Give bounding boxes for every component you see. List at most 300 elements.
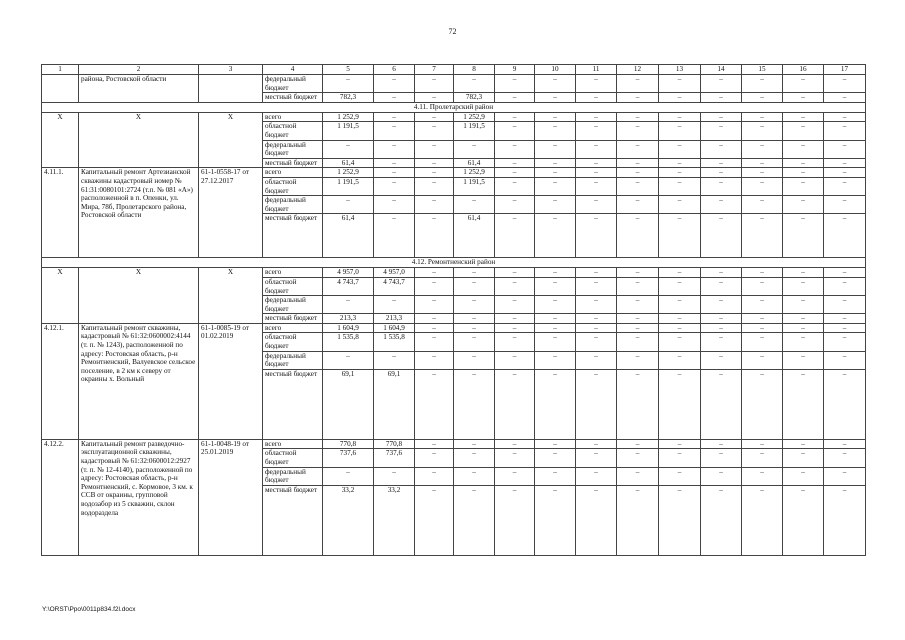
empty-amount-cell: – [742, 177, 783, 195]
empty-amount-cell: – [617, 467, 659, 485]
amount-cell: – [323, 140, 374, 158]
empty-amount-cell: – [617, 112, 659, 122]
empty-amount-cell: – [576, 467, 617, 485]
empty-amount-cell: – [576, 177, 617, 195]
object-description-cell: Капитальный ремонт скважины, кадастровый № 61:32:0600002:4144 (т. п. № 1243), расположенной по адресу: Ростовская область, р-н Ремонтненский, Валуевское сельское поселение, в 2 км к северу от окраины х. Вольный [79, 323, 199, 439]
amount-cell: – [374, 296, 415, 314]
column-header: 1 [42, 65, 79, 75]
empty-amount-cell: – [783, 268, 824, 278]
amount-cell: 1 535,8 [323, 333, 374, 351]
amount-cell: 4 957,0 [374, 268, 415, 278]
empty-amount-cell: – [535, 158, 576, 168]
empty-amount-cell: – [576, 296, 617, 314]
amount-cell: – [374, 93, 415, 103]
empty-amount-cell: – [617, 214, 659, 258]
empty-amount-cell: – [701, 214, 742, 258]
amount-cell: 33,2 [374, 485, 415, 555]
amount-cell: – [415, 158, 454, 168]
empty-amount-cell: – [495, 75, 535, 93]
contract-cell [199, 75, 263, 103]
empty-amount-cell: – [495, 214, 535, 258]
amount-cell: 61,4 [323, 214, 374, 258]
funding-source-label: местный бюджет [263, 158, 323, 168]
amount-cell: 1 191,5 [323, 122, 374, 140]
empty-amount-cell: – [783, 449, 824, 467]
empty-amount-cell: – [701, 351, 742, 369]
empty-amount-cell: – [576, 214, 617, 258]
empty-amount-cell: – [742, 277, 783, 295]
empty-amount-cell: – [742, 449, 783, 467]
funding-source-label: областной бюджет [263, 333, 323, 351]
amount-cell: – [415, 467, 454, 485]
column-header: 13 [659, 65, 701, 75]
empty-amount-cell: – [576, 351, 617, 369]
item-number-cell: 4.11.1. [42, 168, 79, 258]
empty-amount-cell: – [742, 112, 783, 122]
budget-table [41, 64, 866, 556]
empty-amount-cell: – [495, 268, 535, 278]
amount-cell: – [323, 351, 374, 369]
empty-amount-cell: – [783, 112, 824, 122]
empty-amount-cell: – [495, 122, 535, 140]
contract-cell: 61-1-0558-17 от 27.12.2017 [199, 168, 263, 258]
amount-cell: – [374, 75, 415, 93]
empty-amount-cell: – [701, 158, 742, 168]
amount-cell: 1 252,9 [454, 112, 495, 122]
table-row [42, 168, 866, 178]
empty-amount-cell: – [824, 439, 866, 449]
amount-cell: 770,8 [374, 439, 415, 449]
funding-source-label: всего [263, 268, 323, 278]
column-header: 12 [617, 65, 659, 75]
page-number: 72 [448, 27, 457, 36]
contract-cell: 61-1-0048-19 от 25.01.2019 [199, 439, 263, 555]
empty-amount-cell: – [824, 277, 866, 295]
amount-cell: 69,1 [374, 369, 415, 439]
funding-source-label: всего [263, 112, 323, 122]
amount-cell: – [454, 196, 495, 214]
empty-amount-cell: – [783, 214, 824, 258]
empty-amount-cell: – [659, 296, 701, 314]
empty-amount-cell: – [495, 168, 535, 178]
empty-amount-cell: – [742, 485, 783, 555]
empty-amount-cell: – [701, 75, 742, 93]
amount-cell: – [374, 214, 415, 258]
empty-amount-cell: – [659, 314, 701, 324]
item-number-cell: Х [42, 268, 79, 324]
empty-amount-cell: – [824, 314, 866, 324]
empty-amount-cell: – [495, 112, 535, 122]
funding-source-label: областной бюджет [263, 122, 323, 140]
empty-amount-cell: – [535, 467, 576, 485]
amount-cell: – [454, 439, 495, 449]
funding-source-label: федеральный бюджет [263, 351, 323, 369]
empty-amount-cell: – [576, 449, 617, 467]
amount-cell: 1 191,5 [454, 177, 495, 195]
amount-cell: – [415, 277, 454, 295]
empty-amount-cell: – [824, 168, 866, 178]
contract-cell: Х [199, 112, 263, 168]
empty-amount-cell: – [701, 439, 742, 449]
empty-amount-cell: – [783, 296, 824, 314]
funding-source-label: федеральный бюджет [263, 75, 323, 93]
empty-amount-cell: – [535, 449, 576, 467]
column-header: 9 [495, 65, 535, 75]
empty-amount-cell: – [535, 277, 576, 295]
amount-cell: 1 252,9 [323, 168, 374, 178]
empty-amount-cell: – [576, 196, 617, 214]
empty-amount-cell: – [742, 333, 783, 351]
empty-amount-cell: – [783, 351, 824, 369]
empty-amount-cell: – [535, 351, 576, 369]
empty-amount-cell: – [742, 93, 783, 103]
funding-source-label: всего [263, 439, 323, 449]
amount-cell: – [415, 75, 454, 93]
amount-cell: – [374, 177, 415, 195]
empty-amount-cell: – [701, 93, 742, 103]
empty-amount-cell: – [783, 314, 824, 324]
empty-amount-cell: – [535, 177, 576, 195]
empty-amount-cell: – [617, 140, 659, 158]
column-header: 14 [701, 65, 742, 75]
amount-cell: – [415, 369, 454, 439]
empty-amount-cell: – [617, 351, 659, 369]
column-header: 15 [742, 65, 783, 75]
empty-amount-cell: – [742, 140, 783, 158]
amount-cell: 737,6 [374, 449, 415, 467]
empty-amount-cell: – [659, 75, 701, 93]
amount-cell: – [374, 196, 415, 214]
empty-amount-cell: – [824, 93, 866, 103]
empty-amount-cell: – [617, 314, 659, 324]
empty-amount-cell: – [742, 75, 783, 93]
amount-cell: – [323, 75, 374, 93]
funding-source-label: федеральный бюджет [263, 196, 323, 214]
empty-amount-cell: – [495, 158, 535, 168]
amount-cell: – [415, 93, 454, 103]
empty-amount-cell: – [701, 177, 742, 195]
empty-amount-cell: – [659, 196, 701, 214]
funding-source-label: федеральный бюджет [263, 140, 323, 158]
empty-amount-cell: – [659, 168, 701, 178]
empty-amount-cell: – [535, 140, 576, 158]
amount-cell: 1 191,5 [454, 122, 495, 140]
empty-amount-cell: – [824, 351, 866, 369]
section-title: 4.11. Пролетарский район [42, 102, 866, 112]
amount-cell: – [415, 296, 454, 314]
table-body [42, 65, 866, 556]
amount-cell: 1 191,5 [323, 177, 374, 195]
empty-amount-cell: – [576, 369, 617, 439]
column-header: 3 [199, 65, 263, 75]
amount-cell: 4 743,7 [374, 277, 415, 295]
amount-cell: – [415, 485, 454, 555]
item-number-cell: Х [42, 112, 79, 168]
amount-cell: – [374, 112, 415, 122]
table-row [42, 439, 866, 449]
amount-cell: – [454, 314, 495, 324]
amount-cell: – [374, 140, 415, 158]
empty-amount-cell: – [617, 323, 659, 333]
empty-amount-cell: – [783, 485, 824, 555]
empty-amount-cell: – [495, 485, 535, 555]
empty-amount-cell: – [535, 268, 576, 278]
empty-amount-cell: – [659, 323, 701, 333]
empty-amount-cell: – [576, 158, 617, 168]
empty-amount-cell: – [824, 112, 866, 122]
empty-amount-cell: – [824, 140, 866, 158]
empty-amount-cell: – [576, 122, 617, 140]
empty-amount-cell: – [824, 467, 866, 485]
item-number-cell: 4.12.1. [42, 323, 79, 439]
empty-amount-cell: – [495, 323, 535, 333]
column-header: 8 [454, 65, 495, 75]
empty-amount-cell: – [617, 93, 659, 103]
empty-amount-cell: – [824, 323, 866, 333]
amount-cell: – [454, 323, 495, 333]
empty-amount-cell: – [659, 122, 701, 140]
funding-source-label: федеральный бюджет [263, 296, 323, 314]
empty-amount-cell: – [742, 268, 783, 278]
empty-amount-cell: – [783, 369, 824, 439]
empty-amount-cell: – [617, 177, 659, 195]
column-header: 16 [783, 65, 824, 75]
empty-amount-cell: – [617, 333, 659, 351]
empty-amount-cell: – [701, 296, 742, 314]
empty-amount-cell: – [659, 351, 701, 369]
amount-cell: 1 252,9 [454, 168, 495, 178]
empty-amount-cell: – [701, 140, 742, 158]
column-header: 4 [263, 65, 323, 75]
empty-amount-cell: – [576, 439, 617, 449]
empty-amount-cell: – [535, 323, 576, 333]
funding-source-label: местный бюджет [263, 214, 323, 258]
amount-cell: 1 535,8 [374, 333, 415, 351]
empty-amount-cell: – [535, 214, 576, 258]
amount-cell: 61,4 [454, 214, 495, 258]
header-row [42, 65, 866, 75]
empty-amount-cell: – [617, 75, 659, 93]
empty-amount-cell: – [742, 196, 783, 214]
empty-amount-cell: – [495, 439, 535, 449]
table-row [42, 112, 866, 122]
amount-cell: – [454, 277, 495, 295]
column-header: 2 [79, 65, 199, 75]
empty-amount-cell: – [576, 93, 617, 103]
amount-cell: – [415, 196, 454, 214]
empty-amount-cell: – [742, 369, 783, 439]
empty-amount-cell: – [495, 467, 535, 485]
empty-amount-cell: – [783, 467, 824, 485]
funding-source-label: местный бюджет [263, 485, 323, 555]
empty-amount-cell: – [824, 214, 866, 258]
funding-source-label: федеральный бюджет [263, 467, 323, 485]
empty-amount-cell: – [576, 314, 617, 324]
empty-amount-cell: – [783, 168, 824, 178]
column-header: 6 [374, 65, 415, 75]
empty-amount-cell: – [617, 168, 659, 178]
amount-cell: – [454, 140, 495, 158]
empty-amount-cell: – [535, 296, 576, 314]
amount-cell: – [374, 467, 415, 485]
empty-amount-cell: – [495, 314, 535, 324]
amount-cell: 1 252,9 [323, 112, 374, 122]
empty-amount-cell: – [617, 449, 659, 467]
empty-amount-cell: – [742, 122, 783, 140]
empty-amount-cell: – [742, 351, 783, 369]
empty-amount-cell: – [659, 485, 701, 555]
column-header: 17 [824, 65, 866, 75]
contract-cell: 61-1-0085-19 от 01.02.2019 [199, 323, 263, 439]
item-number-cell [42, 75, 79, 103]
amount-cell: – [454, 333, 495, 351]
empty-amount-cell: – [701, 168, 742, 178]
empty-amount-cell: – [701, 449, 742, 467]
empty-amount-cell: – [742, 214, 783, 258]
empty-amount-cell: – [824, 177, 866, 195]
empty-amount-cell: – [659, 369, 701, 439]
empty-amount-cell: – [495, 196, 535, 214]
amount-cell: 4 957,0 [323, 268, 374, 278]
empty-amount-cell: – [495, 449, 535, 467]
empty-amount-cell: – [617, 196, 659, 214]
amount-cell: 33,2 [323, 485, 374, 555]
empty-amount-cell: – [617, 268, 659, 278]
empty-amount-cell: – [535, 196, 576, 214]
amount-cell: – [454, 467, 495, 485]
empty-amount-cell: – [659, 268, 701, 278]
empty-amount-cell: – [659, 333, 701, 351]
empty-amount-cell: – [535, 439, 576, 449]
amount-cell: – [374, 158, 415, 168]
object-description-cell: Капитальный ремонт Артезианской скважины кадастровый номер № 61:31:0080101:2724 (т.п. № 081 «А») расположенной в п. Опенки, ул. Мира, 78б, Пролетарского района, Ростовской области [79, 168, 199, 258]
empty-amount-cell: – [495, 140, 535, 158]
empty-amount-cell: – [783, 196, 824, 214]
empty-amount-cell: – [659, 140, 701, 158]
funding-source-label: областной бюджет [263, 449, 323, 467]
amount-cell: 213,3 [323, 314, 374, 324]
amount-cell: – [454, 369, 495, 439]
empty-amount-cell: – [824, 196, 866, 214]
empty-amount-cell: – [659, 158, 701, 168]
empty-amount-cell: – [701, 333, 742, 351]
empty-amount-cell: – [742, 296, 783, 314]
amount-cell: – [415, 214, 454, 258]
column-header: 5 [323, 65, 374, 75]
empty-amount-cell: – [576, 485, 617, 555]
empty-amount-cell: – [495, 296, 535, 314]
empty-amount-cell: – [617, 158, 659, 168]
amount-cell: – [454, 75, 495, 93]
empty-amount-cell: – [535, 485, 576, 555]
amount-cell: – [415, 177, 454, 195]
funding-source-label: всего [263, 168, 323, 178]
object-description-cell: Х [79, 268, 199, 324]
table-row [42, 75, 866, 93]
amount-cell: 737,6 [323, 449, 374, 467]
empty-amount-cell: – [659, 439, 701, 449]
empty-amount-cell: – [824, 75, 866, 93]
object-description-cell: Капитальный ремонт разведочно-эксплуатационной скважины, кадастровый № 61:32:0600012:2927 (т. п. № 12-4140), расположенной по адресу: Ростовская область, р-н Ремонтненский, с. Кормовое, 3 км. к ССВ от окраины, групповой водозабор из 5 скважин, склон водораздела [79, 439, 199, 555]
amount-cell: – [415, 449, 454, 467]
empty-amount-cell: – [824, 449, 866, 467]
amount-cell: – [415, 122, 454, 140]
column-header: 7 [415, 65, 454, 75]
empty-amount-cell: – [701, 277, 742, 295]
amount-cell: – [323, 196, 374, 214]
empty-amount-cell: – [783, 75, 824, 93]
empty-amount-cell: – [535, 75, 576, 93]
empty-amount-cell: – [783, 333, 824, 351]
section-title: 4.12. Ремонтненский район [42, 258, 866, 268]
contract-cell: Х [199, 268, 263, 324]
amount-cell: – [454, 485, 495, 555]
empty-amount-cell: – [824, 369, 866, 439]
amount-cell: – [323, 467, 374, 485]
empty-amount-cell: – [659, 277, 701, 295]
amount-cell: – [415, 351, 454, 369]
empty-amount-cell: – [617, 439, 659, 449]
empty-amount-cell: – [783, 177, 824, 195]
empty-amount-cell: – [701, 323, 742, 333]
empty-amount-cell: – [824, 333, 866, 351]
amount-cell: 1 604,9 [374, 323, 415, 333]
amount-cell: 69,1 [323, 369, 374, 439]
empty-amount-cell: – [701, 196, 742, 214]
empty-amount-cell: – [783, 122, 824, 140]
funding-source-label: всего [263, 323, 323, 333]
empty-amount-cell: – [742, 158, 783, 168]
amount-cell: – [454, 268, 495, 278]
funding-source-label: местный бюджет [263, 314, 323, 324]
empty-amount-cell: – [576, 75, 617, 93]
section-row [42, 258, 866, 268]
empty-amount-cell: – [701, 314, 742, 324]
empty-amount-cell: – [742, 168, 783, 178]
amount-cell: – [415, 323, 454, 333]
empty-amount-cell: – [742, 439, 783, 449]
empty-amount-cell: – [535, 112, 576, 122]
empty-amount-cell: – [824, 296, 866, 314]
empty-amount-cell: – [659, 93, 701, 103]
amount-cell: – [415, 168, 454, 178]
funding-source-label: местный бюджет [263, 93, 323, 103]
amount-cell: – [323, 296, 374, 314]
empty-amount-cell: – [783, 158, 824, 168]
empty-amount-cell: – [824, 268, 866, 278]
amount-cell: 61,4 [323, 158, 374, 168]
amount-cell: – [454, 351, 495, 369]
empty-amount-cell: – [783, 140, 824, 158]
empty-amount-cell: – [495, 333, 535, 351]
empty-amount-cell: – [495, 277, 535, 295]
empty-amount-cell: – [576, 168, 617, 178]
empty-amount-cell: – [495, 93, 535, 103]
funding-source-label: областной бюджет [263, 277, 323, 295]
empty-amount-cell: – [701, 485, 742, 555]
empty-amount-cell: – [701, 122, 742, 140]
budget-table-container [41, 64, 865, 556]
empty-amount-cell: – [659, 467, 701, 485]
empty-amount-cell: – [576, 323, 617, 333]
amount-cell: – [374, 351, 415, 369]
empty-amount-cell: – [783, 277, 824, 295]
empty-amount-cell: – [576, 277, 617, 295]
empty-amount-cell: – [701, 369, 742, 439]
empty-amount-cell: – [659, 112, 701, 122]
section-row [42, 102, 866, 112]
amount-cell: 770,8 [323, 439, 374, 449]
